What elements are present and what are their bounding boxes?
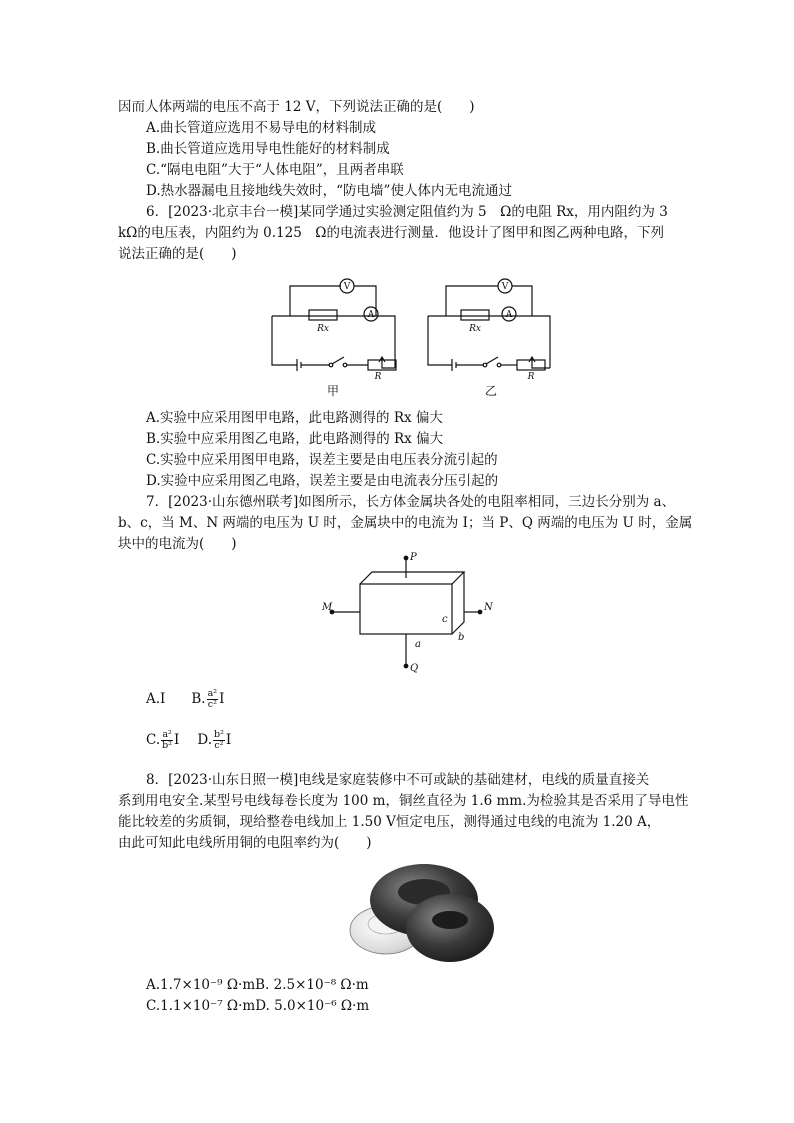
label-r-left: R <box>374 372 382 382</box>
option-letter: C. <box>146 162 161 178</box>
q8-options-cd: C.1.1×10⁻⁷ Ω·mD. 5.0×10⁻⁶ Ω·m <box>146 998 370 1014</box>
option-letter: A. <box>146 120 161 136</box>
label-a: a <box>415 639 421 650</box>
option-text: 热水器漏电且接地线失效时，“防电墙”使人体内无电流通过 <box>160 183 512 199</box>
resistor-rx-icon <box>461 310 489 320</box>
circuit-left <box>272 279 396 371</box>
q5-stem-tail: 因而人体两端的电压不高于 12 V，下列说法正确的是( ) <box>118 99 475 115</box>
fraction-numerator: a² <box>207 688 218 699</box>
fraction-denominator: c² <box>214 740 224 751</box>
q5-option-b <box>146 140 390 158</box>
option-letter: B. <box>146 141 161 157</box>
option-text: “隔电电阻”大于“人体电阻”，且两者串联 <box>160 162 404 178</box>
q7-cuboid-figure <box>318 550 498 678</box>
q7-stem-line3: 块中的电流为( ) <box>118 536 237 552</box>
q6-option-a <box>146 409 443 427</box>
q7-options-cd <box>146 727 231 753</box>
label-m: M <box>322 602 333 613</box>
q5-option-a <box>146 119 376 137</box>
q8-stem-line2: 系到用电安全.某型号电线每卷长度为 100 m，铜丝直径为 1.6 mm.为检验其是否采用了导电性 <box>118 793 689 809</box>
q6-option-c <box>146 451 498 469</box>
q7-option-d-tail: I <box>225 732 232 748</box>
q7-option-c-fraction <box>161 730 173 751</box>
switch-icon <box>486 357 498 364</box>
caption-jia: 甲 <box>326 384 340 398</box>
q6-option-b <box>146 430 443 448</box>
option-text: 实验中应采用图乙电路，误差主要是由电流表分压引起的 <box>160 473 499 489</box>
label-rx-right: Rx <box>469 324 481 334</box>
black-wire-coil-front <box>406 894 494 962</box>
q7-option-c-letter: C. <box>146 732 161 748</box>
option-letter: D. <box>146 183 161 199</box>
label-r-right: R <box>527 372 535 382</box>
q7-stem-line2: b、c，当 M、N 两端的电压为 U 时，金属块中的电流为 I；当 P、Q 两端的电压为 U 时，金属 <box>118 515 693 531</box>
option-text: 实验中应采用图甲电路，误差主要是由电压表分流引起的 <box>160 452 498 468</box>
q8-stem-line1: 8．[2023·山东日照一模]电线是家庭装修中不可或缺的基础建材，电线的质量直接关 <box>146 772 650 788</box>
q7-stem-line1: 7．[2023·山东德州联考]如图所示，长方体金属块各处的电阻率相同，三边长分别为 a、 <box>146 494 676 510</box>
cuboid-top-face <box>360 572 464 584</box>
switch-icon <box>332 357 344 364</box>
q8-options-ab: A.1.7×10⁻⁹ Ω·mB. 2.5×10⁻⁸ Ω·m <box>146 977 369 993</box>
q5-option-d <box>146 182 512 200</box>
battery-icon <box>297 359 301 371</box>
fraction-numerator: b² <box>214 729 224 740</box>
option-text: 曲长管道应选用不易导电的材料制成 <box>160 120 377 136</box>
q6-circuit-figure <box>262 268 562 400</box>
battery-icon <box>452 359 456 371</box>
q6-stem-line3: 说法正确的是( ) <box>118 246 237 262</box>
label-c: c <box>442 614 448 625</box>
q7-option-b-fraction <box>207 689 218 710</box>
wire-coils-photo <box>346 860 498 968</box>
q7-option-c-tail: I <box>174 732 180 748</box>
q6-stem-line2: kΩ的电压表，内阻约为 0.125 Ω的电流表进行测量．他设计了图甲和图乙两种电路，下列 <box>118 225 665 241</box>
option-text: 曲长管道应选用导电性能好的材料制成 <box>160 141 390 157</box>
q8-stem-line4: 由此可知此电线所用铜的电阻率约为( ) <box>118 835 372 851</box>
fraction-denominator: c² <box>207 699 217 710</box>
label-q: Q <box>410 663 419 674</box>
q7-option-b-letter: B. <box>191 691 206 707</box>
cuboid-front-face <box>360 584 452 634</box>
q8-stem-line3: 能比较差的劣质铜，现给整卷电线加上 1.50 V恒定电压，测得通过电线的电流为 1.20 A， <box>118 814 661 830</box>
label-a-left: A <box>367 310 375 320</box>
q6-stem-line1: 6．[2023·北京丰台一模]某同学通过实验测定阻值约为 5 Ω的电阻 Rx，用内阻约为 3 <box>146 204 668 220</box>
q7-option-d-fraction <box>213 730 225 751</box>
label-n: N <box>484 602 493 613</box>
option-letter: C. <box>146 452 161 468</box>
q7-option-d-letter: D. <box>197 732 213 748</box>
option-text: 实验中应采用图甲电路，此电路测得的 Rx 偏大 <box>160 410 443 426</box>
q7-options-ab <box>146 686 224 712</box>
option-letter: D. <box>146 473 161 489</box>
caption-yi: 乙 <box>484 384 498 398</box>
circuit-right <box>428 279 550 371</box>
q5-option-c <box>146 161 404 179</box>
q7-option-b-tail: I <box>219 691 225 707</box>
option-letter: B. <box>146 431 161 447</box>
fraction-numerator: a² <box>162 729 172 740</box>
label-v-right: V <box>501 282 509 292</box>
q7-option-a: A.I <box>146 691 166 707</box>
label-b: b <box>458 632 465 643</box>
label-a-right: A <box>505 310 513 320</box>
q6-option-d <box>146 472 498 490</box>
option-text: 实验中应采用图乙电路，此电路测得的 Rx 偏大 <box>160 431 444 447</box>
fraction-denominator: b² <box>162 740 173 751</box>
label-rx-left: Rx <box>317 324 329 334</box>
cuboid-side-face <box>452 572 464 634</box>
option-letter: A. <box>146 410 161 426</box>
label-v-left: V <box>343 282 351 292</box>
label-p: P <box>410 552 417 563</box>
resistor-rx-icon <box>309 310 337 320</box>
